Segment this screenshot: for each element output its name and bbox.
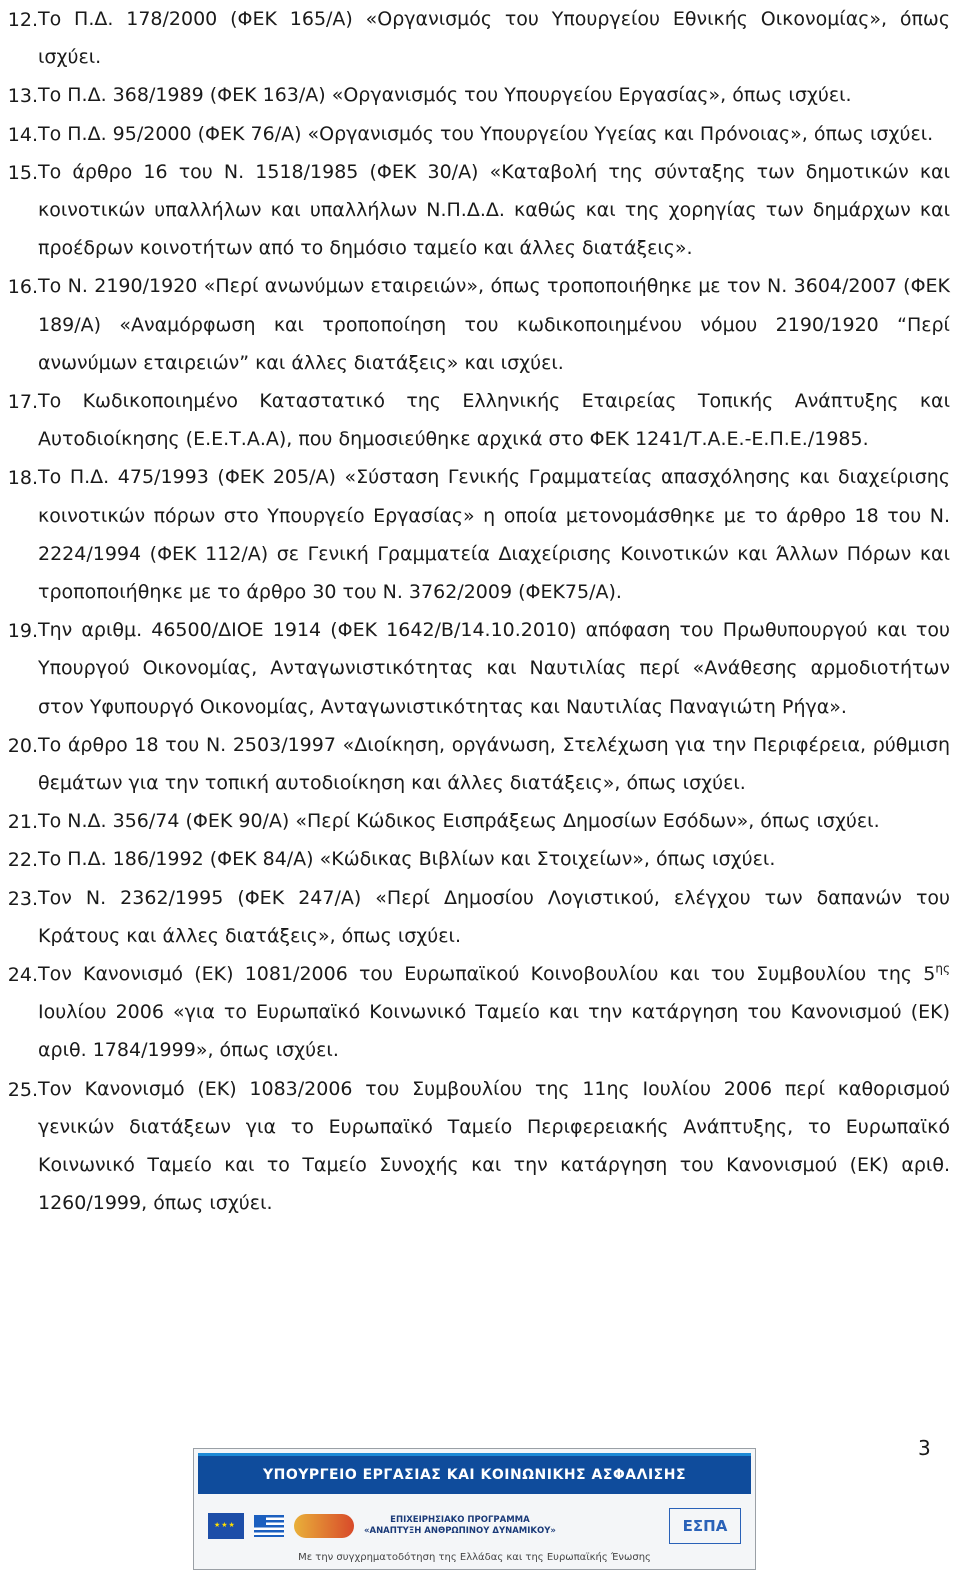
list-item [0,0,960,76]
list-item-text: Το Κωδικοποιημένο Καταστατικό της Ελληνικής Εταιρείας Τοπικής Ανάπτυξης και Αυτοδιοίκησης (Ε.Ε.Τ.Α.Α), που δημοσιεύθηκε αρχικά στο ΦΕΚ 1241/Τ.Α.Ε.-Ε.Π.Ε./1985. [38,390,950,451]
program-logo-icon [294,1514,354,1538]
list-item [0,840,960,878]
list-item-number: 18. [7,467,38,490]
list-item-text: Το Π.Δ. 368/1989 (ΦΕΚ 163/Α) «Οργανισμός του Υπουργείου Εργασίας», όπως ισχύει. [38,84,852,107]
list-item-number: 12. [7,9,38,31]
list-item-text: Τον Ν. 2362/1995 (ΦΕΚ 247/Α) «Περί Δημοσίου Λογιστικού, ελέγχου των δαπανών του Κράτους και άλλες διατάξεις», όπως ισχύει. [38,886,950,947]
list-item [0,115,960,153]
list-item-number: 17. [7,391,38,414]
page-number: 3 [918,1436,931,1460]
logos-left [208,1513,556,1539]
list-item [0,611,960,726]
list-item-text: Το Π.Δ. 475/1993 (ΦΕΚ 205/Α) «Σύσταση Γενικής Γραμματείας απασχόλησης και διαχείρισης κοινοτικών πόρων στο Υπουργείο Εργασίας» η οποία μετονομάσθηκε με το άρθρο 18 του Ν. 2224/1994 (ΦΕΚ 112/Α) σε Γενική Γραμματεία Διαχείρισης Κοινοτικών και Άλλων Πόρων και τροποποιήθηκε με το άρθρο 30 του Ν. 3762/2009 (ΦΕΚ75/Α). [38,466,950,604]
list-item-text: Το Π.Δ. 95/2000 (ΦΕΚ 76/Α) «Οργανισμός του Υπουργείου Υγείας και Πρόνοιας», όπως ισχύει. [38,122,934,145]
list-item-number: 25. [7,1078,38,1101]
list-item-number: 20. [7,734,38,757]
list-item [0,1070,960,1223]
list-item-text: Το άρθρο 16 του Ν. 1518/1985 (ΦΕΚ 30/Α) «Καταβολή της σύνταξης των δημοτικών και κοινοτικών υπαλλήλων και υπαλλήλων Ν.Π.Δ.Δ. καθώς και της χορηγίας των δημάρχων και προέδρων κοινοτήτων από το δημόσιο ταμείο και άλλες διατάξεις». [38,160,950,260]
eu-flag-icon [208,1513,244,1539]
list-item [0,879,960,955]
cofunding-note: Με την συγχρηματοδότηση της Ελλάδας και της Ευρωπαϊκής Ένωσης [298,1552,651,1563]
list-item-number: 24. [7,964,38,987]
list-item-number: 22. [7,849,38,872]
ministry-title: ΥΠΟΥΡΓΕΙΟ ΕΡΓΑΣΙΑΣ ΚΑΙ ΚΟΙΝΩΝΙΚΗΣ ΑΣΦΑΛΙΣΗΣ [198,1453,751,1494]
list-item-text: Το Ν. 2190/1920 «Περί ανωνύμων εταιρειών», όπως τροποποιήθηκε με τον Ν. 3604/2007 (ΦΕΚ 189/Α) «Αναμόρφωση και τροποποίηση του κωδικοποιημένου νόμου 2190/1920 “Περί ανωνύμων εταιρειών” και άλλες διατάξεις» και ισχύει. [38,275,950,374]
list-item [0,955,960,1070]
logo-strip [194,1504,755,1548]
greek-flag-icon [254,1515,284,1537]
list-item-number: 23. [7,887,38,910]
list-item-text-part: Τον Κανονισμό (ΕΚ) 1081/2006 του Ευρωπαϊκού Κοινοβουλίου και του Συμβουλίου της 5 [38,963,936,986]
list-item-text: Το Π.Δ. 178/2000 (ΦΕΚ 165/Α) «Οργανισμός του Υπουργείου Εθνικής Οικονομίας», όπως ισχύει. [38,8,950,69]
program-name [364,1515,556,1537]
list-item [0,267,960,382]
footer-banner [193,1448,756,1570]
list-item [0,153,960,268]
list-item-text [38,955,950,1070]
list-item [0,726,960,802]
list-item [0,382,960,458]
program-line-2: «ΑΝΑΠΤΥΞΗ ΑΝΘΡΩΠΙΝΟΥ ΔΥΝΑΜΙΚΟΥ» [364,1526,556,1536]
list-item [0,802,960,840]
list-item-text: Τον Κανονισμό (ΕΚ) 1083/2006 του Συμβουλίου της 11ης Ιουλίου 2006 περί καθορισμού γενικών διατάξεων για το Ευρωπαϊκό Ταμείο Περιφερειακής Ανάπτυξης, το Ευρωπαϊκό Κοινωνικό Ταμείο και το Ταμείο Συνοχής και την κατάργηση του Κανονισμού (ΕΚ) αριθ. 1260/1999, όπως ισχύει. [38,1077,950,1215]
program-line-1: ΕΠΙΧΕΙΡΗΣΙΑΚΟ ΠΡΟΓΡΑΜΜΑ [390,1515,530,1525]
list-item-text: Το Π.Δ. 186/1992 (ΦΕΚ 84/Α) «Κώδικας Βιβλίων και Στοιχείων», όπως ισχύει. [38,848,776,871]
list-item-number: 19. [7,620,38,643]
list-item-text: Την αριθμ. 46500/ΔΙΟΕ 1914 (ΦΕΚ 1642/Β/14.10.2010) απόφαση του Πρωθυπουργού και του Υπουργού Οικονομίας, Ανταγωνιστικότητας και Ναυτιλίας περί «Ανάθεσης αρμοδιοτήτων στον Υφυπουργό Οικονομίας, Ανταγωνιστικότητας και Ναυτιλίας Παναγιώτη Ρήγα». [38,619,950,718]
list-item [0,458,960,611]
espa-logo: ΕΣΠΑ [669,1508,741,1544]
list-item-number: 16. [7,276,38,299]
list-item-number: 15. [7,161,38,184]
list-item-text: Το άρθρο 18 του Ν. 2503/1997 «Διοίκηση, οργάνωση, Στελέχωση για την Περιφέρεια, ρύθμιση θεμάτων για την τοπική αυτοδιοίκηση και άλλες διατάξεις», όπως ισχύει. [38,733,950,795]
list-item-number: 14. [7,123,38,146]
ordinal-suffix: ης [935,961,950,976]
list-item-text: Το Ν.Δ. 356/74 (ΦΕΚ 90/Α) «Περί Κώδικος Εισπράξεως Δημοσίων Εσόδων», όπως ισχύει. [38,810,880,833]
list-item-number: 13. [7,85,38,108]
list-item-number: 21. [7,811,38,834]
list-item [0,76,960,114]
list-item-text-part: Ιουλίου 2006 «για το Ευρωπαϊκό Κοινωνικό Ταμείο και την κατάργηση του Κανονισμού (ΕΚ) αριθ. 1784/1999», όπως ισχύει. [38,1001,950,1062]
